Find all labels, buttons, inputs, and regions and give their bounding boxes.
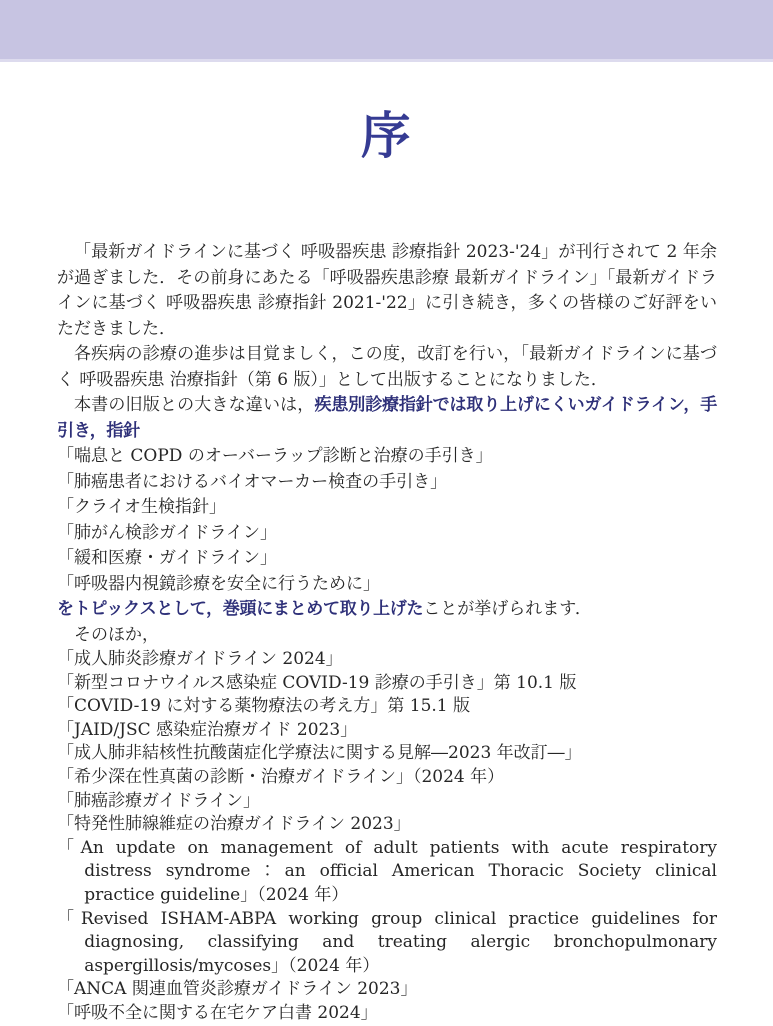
guideline-list-item: 「呼吸器内視鏡診療を安全に行うために」 bbox=[57, 573, 380, 594]
guideline-list-item: 「喘息と COPD のオーバーラップ診断と治療の手引き」 bbox=[57, 446, 493, 466]
guideline-list-item: 「肺癌患者におけるバイオマーカー検査の手引き」 bbox=[57, 471, 448, 492]
guideline-list-item: 「An update on management of adult patients with acute respiratory distress syndrome：an official American Thoracic Society clinical practice guideline」（2024 年） bbox=[57, 837, 717, 905]
guideline-list-item: 「Revised ISHAM-ABPA working group clinical practice guidelines for diagnosing, classifying and treating alergic bronchopulmonary aspergillosis/mycoses」（2024 年） bbox=[57, 908, 717, 976]
guideline-list-item: 「成人肺非結核性抗酸菌症化学療法に関する見解―2023 年改訂―」 bbox=[57, 743, 582, 764]
paragraph-topics-close bbox=[57, 597, 717, 623]
difference-lead-text: 本書の旧版との大きな違いは， bbox=[74, 395, 315, 415]
guideline-list-item: 「クライオ生検指針」 bbox=[57, 497, 226, 517]
topics-close-tail-text: ことが挙げられます． bbox=[423, 599, 592, 619]
preface-content bbox=[57, 240, 717, 1026]
header-band bbox=[0, 0, 773, 62]
guideline-list-item: 「成人肺炎診療ガイドライン 2024」 bbox=[57, 649, 343, 669]
guideline-list-item: 「希少深在性真菌の診断・治療ガイドライン」（2024 年） bbox=[57, 766, 505, 787]
other-guidelines-list bbox=[57, 648, 717, 1026]
page-title: 序 bbox=[360, 107, 413, 165]
difference-emphasis-text: 疾患別診療指針では取り上げにくいガイドライン，手引き，指針 bbox=[57, 395, 718, 441]
topics-close-emphasis-text: をトピックスとして，巻頭にまとめて取り上げた bbox=[57, 599, 424, 619]
guideline-list-item: 「呼吸不全に関する在宅ケア白書 2024」 bbox=[57, 1002, 378, 1023]
guideline-list-item: 「特発性肺線維症の治療ガイドライン 2023」 bbox=[57, 814, 411, 835]
guideline-list-item: 「緩和医療・ガイドライン」 bbox=[57, 548, 277, 568]
guideline-list-item: 「肺癌診療ガイドライン」 bbox=[57, 790, 260, 811]
guideline-list-item: 「肺がん検診ガイドライン」 bbox=[57, 522, 277, 543]
paragraph-revision: 各疾病の診療の進歩は目覚ましく，この度，改訂を行い，「最新ガイドラインに基づく 呼吸器疾患 治療指針（第 6 版）」として出版することになりました． bbox=[57, 344, 717, 390]
paragraph-publication-history: 「最新ガイドラインに基づく 呼吸器疾患 診療指針 2023-'24」が刊行されて 2 年余が過ぎました．その前身にあたる「呼吸器疾患診療 最新ガイドライン」「最新ガイドラインに基づく 呼吸器疾患 診療指針 2021-'22」に引き続き，多くの皆様のご好評をいただきました． bbox=[57, 242, 717, 339]
topics-list bbox=[57, 444, 717, 597]
paragraph-difference bbox=[57, 393, 717, 444]
guideline-list-item: 「JAID/JSC 感染症治療ガイド 2023」 bbox=[57, 719, 358, 740]
guideline-list-item: 「ANCA 関連血管炎診療ガイドライン 2023」 bbox=[57, 979, 418, 1000]
paragraph-others-lead: そのほか， bbox=[74, 624, 159, 645]
guideline-list-item: 「新型コロナウイルス感染症 COVID-19 診療の手引き」第 10.1 版 bbox=[57, 672, 577, 693]
guideline-list-item: 「COVID-19 に対する薬物療法の考え方」第 15.1 版 bbox=[57, 696, 471, 717]
